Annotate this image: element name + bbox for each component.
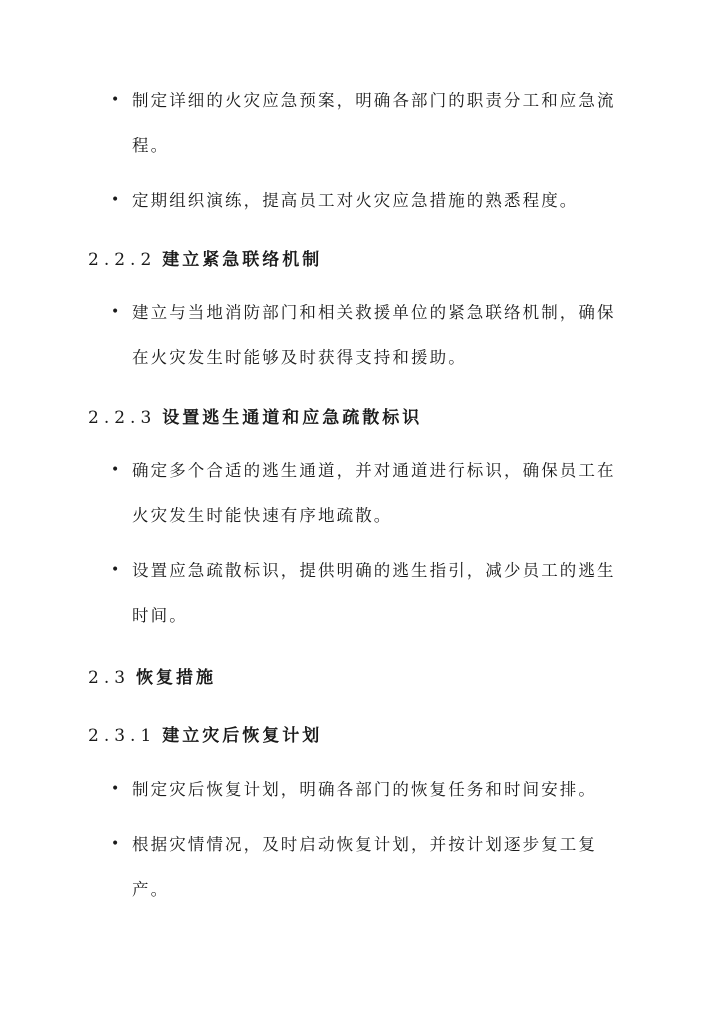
section-heading xyxy=(88,403,422,428)
section-number: 2.3.1 xyxy=(88,726,157,746)
section-number: 2.2.3 xyxy=(88,408,157,428)
bullet-dot: • xyxy=(111,836,120,852)
section-title: 设置逃生通道和应急疏散标识 xyxy=(162,408,423,428)
bullet-dot: • xyxy=(111,562,120,578)
section-title: 建立紧急联络机制 xyxy=(162,250,323,270)
bullet-text: 设置应急疏散标识，提供明确的逃生指引，减少员工的逃生时间。 xyxy=(132,561,616,625)
bullet-dot: • xyxy=(111,92,120,108)
section-heading xyxy=(88,663,216,688)
section-title: 恢复措施 xyxy=(136,668,217,688)
bullet-text: 制定详细的火灾应急预案，明确各部门的职责分工和应急流程。 xyxy=(132,91,616,155)
bullet-text: 根据灾情情况，及时启动恢复计划，并按计划逐步复工复产。 xyxy=(132,835,597,899)
section-number: 2.2.2 xyxy=(88,250,157,270)
bullet-text: 确定多个合适的逃生通道，并对通道进行标识，确保员工在火灾发生时能快速有序地疏散。 xyxy=(132,461,616,525)
bullet-dot: • xyxy=(111,304,120,320)
section-heading xyxy=(88,721,322,746)
section-heading xyxy=(88,245,322,270)
bullet-dot: • xyxy=(111,781,120,797)
section-number: 2.3 xyxy=(88,668,131,688)
bullet-dot: • xyxy=(111,192,120,208)
bullet-text: 建立与当地消防部门和相关救援单位的紧急联络机制，确保在火灾发生时能够及时获得支持和援助。 xyxy=(132,303,616,367)
bullet-text: 制定灾后恢复计划，明确各部门的恢复任务和时间安排。 xyxy=(132,780,597,799)
bullet-dot: • xyxy=(111,462,120,478)
bullet-text: 定期组织演练，提高员工对火灾应急措施的熟悉程度。 xyxy=(132,191,579,210)
section-title: 建立灾后恢复计划 xyxy=(162,726,323,746)
